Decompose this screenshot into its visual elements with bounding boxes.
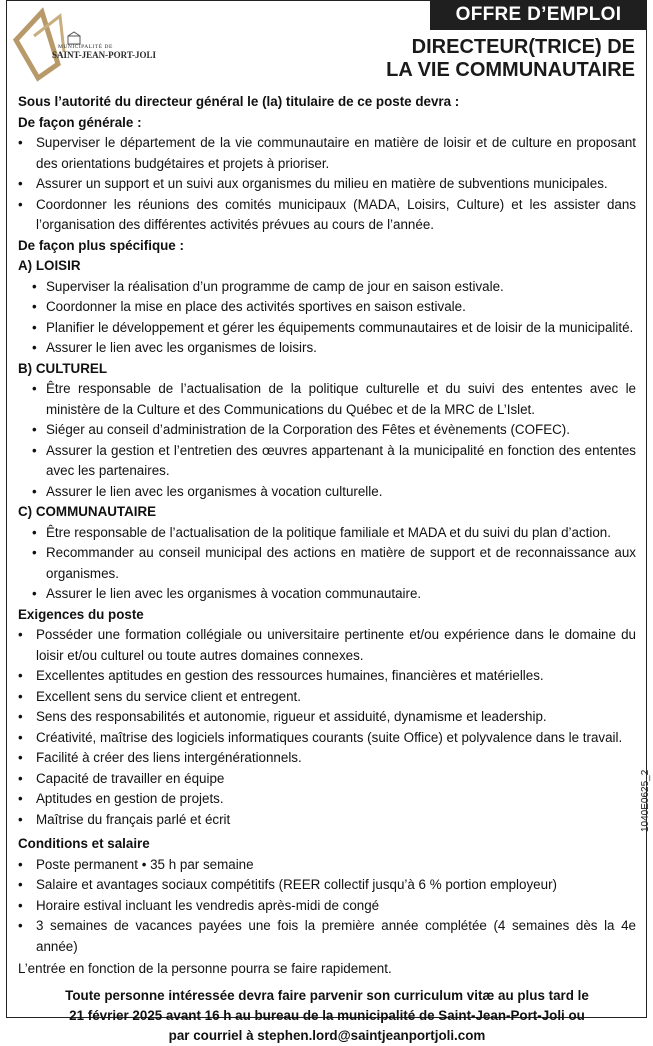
list-item: • Assurer un support et un suivi aux organismes du milieu en matière de subventions municipales. — [18, 174, 636, 195]
list-item: • Siéger au conseil d’administration de la Corporation des Fêtes et évènements (COFEC). — [18, 420, 636, 441]
list-item: • Superviser la réalisation d’un programme de camp de jour en saison estivale. — [18, 277, 636, 298]
list-item: • 3 semaines de vacances payées une fois la première année complétée (4 semaines dès la 4e année) — [18, 916, 636, 957]
list-item: • Assurer le lien avec les organismes de loisirs. — [18, 338, 636, 359]
list-item: • Superviser le département de la vie communautaire en matière de loisir et de culture en proposant des orientations budgétaires et projets à prioriser. — [18, 133, 636, 174]
conditions-list — [18, 855, 636, 958]
loisir-list — [18, 277, 636, 359]
application-instructions: Toute personne intéressée devra faire parvenir son curriculum vitæ au plus tard le 21 février 2025 avant 16 h au bureau de la municipalité de Saint-Jean-Port-Joli ou par courriel à stephen.lord@saintjeanportjoli.com — [65, 987, 589, 1043]
list-item: • Excellentes aptitudes en gestion des ressources humaines, financières et matérielles. — [18, 666, 636, 687]
conditions-heading: Conditions et salaire — [18, 836, 150, 851]
list-item: • Maîtrise du français parlé et écrit — [18, 810, 636, 831]
list-item: • Facilité à créer des liens intergénérationnels. — [18, 748, 636, 769]
general-list — [18, 133, 636, 236]
general-heading: De façon générale : — [18, 114, 142, 130]
list-item: • Recommander au conseil municipal des actions en matière de support et de reconnaissance aux organismes. — [18, 543, 636, 584]
job-description — [18, 92, 636, 1046]
list-item: • Assurer le lien avec les organismes à vocation culturelle. — [18, 482, 636, 503]
job-offer-banner: OFFRE D’EMPLOI — [430, 0, 647, 30]
list-item: • Coordonner la mise en place des activités sportives en saison estivale. — [18, 297, 636, 318]
specific-heading: De façon plus spécifique : — [18, 237, 184, 253]
requirements-list — [18, 625, 636, 830]
section-heading-communautaire: C) COMMUNAUTAIRE — [18, 504, 157, 519]
list-item: • Salaire et avantages sociaux compétitifs (REER collectif jusqu’à 6 % portion employeur) — [18, 875, 636, 896]
list-item: • Poste permanent • 35 h par semaine — [18, 855, 636, 876]
culturel-list — [18, 379, 636, 502]
start-note: L’entrée en fonction de la personne pourra se faire rapidement. — [18, 961, 392, 976]
section-heading-loisir: A) LOISIR — [18, 258, 81, 273]
intro-text: Sous l’autorité du directeur général le (la) titulaire de ce poste devra : — [18, 94, 460, 109]
list-item: • Capacité de travailler en équipe — [18, 769, 636, 790]
list-item: • Posséder une formation collégiale ou universitaire pertinente et/ou expérience dans le domaine du loisir et/ou culturel ou toute autres domaines connexes. — [18, 625, 636, 666]
list-item: • Être responsable de l’actualisation de la politique culturelle et du suivi des ententes avec le ministère de la Culture et des Communications du Québec et de la MRC de L’Islet. — [18, 379, 636, 420]
list-item: • Assurer le lien avec les organismes à vocation communautaire. — [18, 584, 636, 605]
logo-text: MUNICIPALITÉ DE SAINT-JEAN-PORT-JOLI — [52, 44, 157, 60]
list-item: • Créativité, maîtrise des logiciels informatiques courants (suite Office) et polyvalence dans le travail. — [18, 728, 636, 749]
requirements-heading: Exigences du poste — [18, 606, 144, 622]
list-item: • Horaire estival incluant les vendredis après-midi de congé — [18, 896, 636, 917]
reference-code: 1040E0625_2 — [640, 769, 651, 832]
list-item: • Sens des responsabilités et autonomie, rigueur et assiduité, dynamisme et leadership. — [18, 707, 636, 728]
job-title: DIRECTEUR(TRICE) DE LA VIE COMMUNAUTAIRE — [386, 36, 635, 81]
list-item: • Aptitudes en gestion de projets. — [18, 789, 636, 810]
communautaire-list — [18, 523, 636, 605]
list-item: • Excellent sens du service client et entregent. — [18, 687, 636, 708]
list-item: • Être responsable de l’actualisation de la politique familiale et MADA et du suivi du plan d’action. — [18, 523, 636, 544]
section-heading-culturel: B) CULTUREL — [18, 360, 108, 376]
list-item: • Coordonner les réunions des comités municipaux (MADA, Loisirs, Culture) et les assister dans l’organisation des différentes activités prévues au cours de l’année. — [18, 195, 636, 236]
list-item: • Planifier le développement et gérer les équipements communautaires et de loisir de la municipalité. — [18, 318, 636, 339]
list-item: • Assurer la gestion et l’entretien des œuvres appartenant à la municipalité en fonction des ententes avec les partenaires. — [18, 441, 636, 482]
